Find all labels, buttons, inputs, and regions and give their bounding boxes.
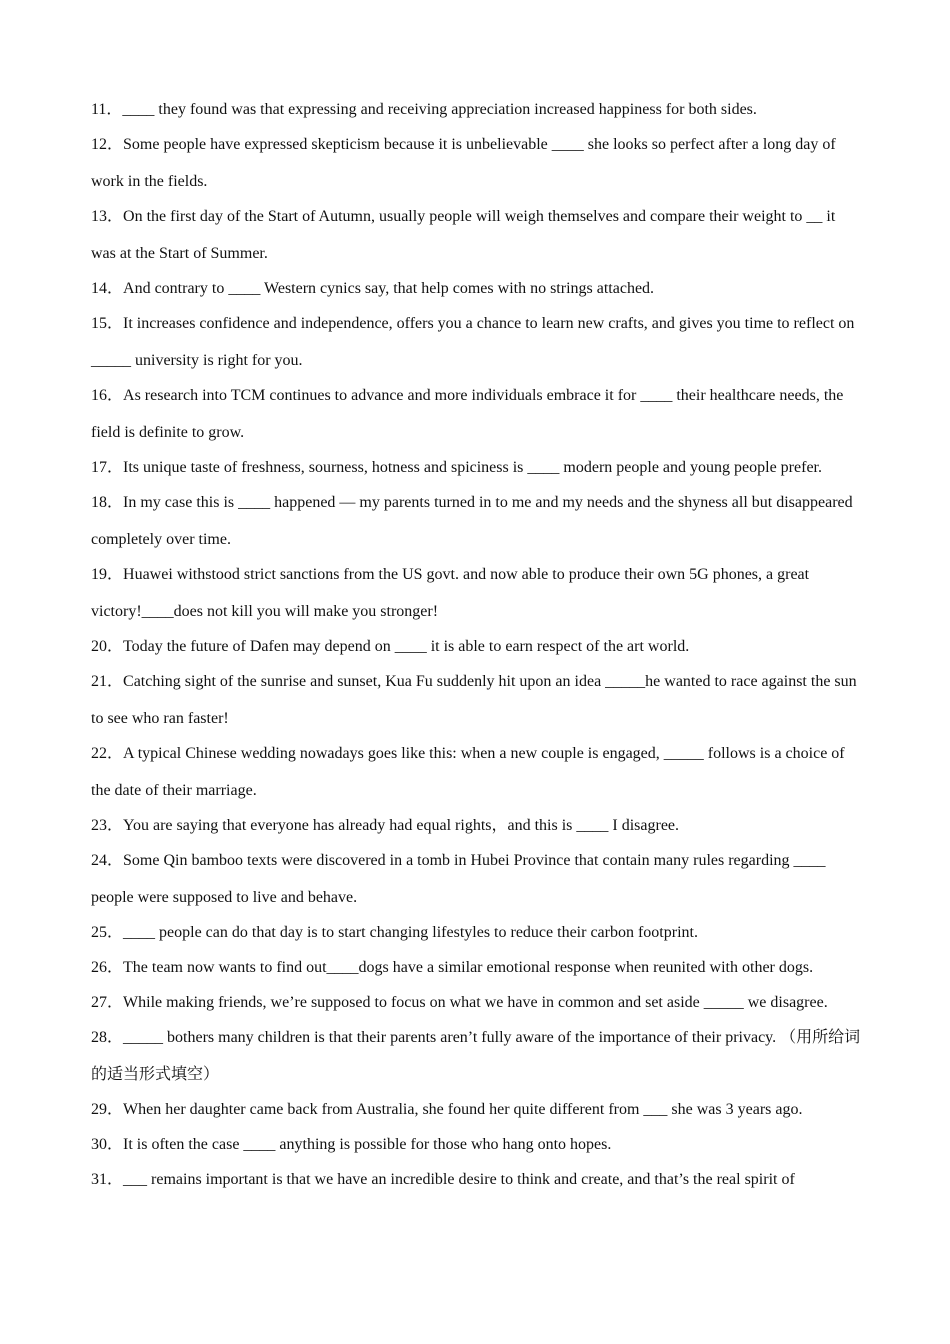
question-item [91, 270, 861, 307]
question-item [91, 735, 861, 809]
question-item [91, 556, 861, 630]
question-number: 21． [91, 673, 124, 690]
question-text: While making friends, we’re supposed to focus on what we have in common and set aside _____ we disagree. [123, 994, 828, 1011]
question-item [91, 305, 861, 379]
question-text: On the first day of the Start of Autumn, usually people will weigh themselves and compare their weight to __ it was at the Start of Summer. [91, 208, 836, 262]
question-number: 22． [91, 745, 124, 762]
question-text: As research into TCM continues to advance and more individuals embrace it for ____ their healthcare needs, the field is definite to grow. [91, 387, 844, 441]
question-item [91, 449, 861, 486]
question-item [91, 949, 861, 986]
question-text: ____ they found was that expressing and receiving appreciation increased happiness for both sides. [122, 101, 757, 118]
question-text: Huawei withstood strict sanctions from the US govt. and now able to produce their own 5G phones, a great victory!____does not kill you will make you stronger! [91, 566, 810, 620]
question-number: 29． [91, 1101, 124, 1118]
question-number: 28． [91, 1029, 124, 1046]
question-text: It increases confidence and independence, offers you a chance to learn new crafts, and gives you time to reflect on _____ university is right for you. [91, 315, 855, 369]
question-item [91, 842, 861, 916]
question-item [91, 914, 861, 951]
question-item [91, 1091, 861, 1128]
question-item [91, 198, 861, 272]
question-item [91, 628, 861, 665]
question-text: Its unique taste of freshness, sourness, hotness and spiciness is ____ modern people and young people prefer. [123, 459, 822, 476]
question-number: 12． [91, 136, 124, 153]
question-text: In my case this is ____ happened — my parents turned in to me and my needs and the shyness all but disappeared completely over time. [91, 494, 853, 548]
question-text: A typical Chinese wedding nowadays goes like this: when a new couple is engaged, _____ follows is a choice of the date of their marriage. [91, 745, 845, 799]
question-text: Catching sight of the sunrise and sunset, Kua Fu suddenly hit upon an idea _____he wanted to race against the sun to see who ran faster! [91, 673, 857, 727]
question-item [91, 984, 861, 1021]
question-text: ____ people can do that day is to start changing lifestyles to reduce their carbon footprint. [123, 924, 698, 941]
question-text: When her daughter came back from Australia, she found her quite different from ___ she was 3 years ago. [123, 1101, 803, 1118]
question-item [91, 807, 861, 844]
question-item [91, 1161, 861, 1198]
question-number: 25． [91, 924, 124, 941]
question-item [91, 484, 861, 558]
question-list [91, 91, 861, 1196]
question-number: 27． [91, 994, 124, 1011]
question-number: 14． [91, 280, 124, 297]
question-number: 31． [91, 1171, 124, 1188]
question-text: _____ bothers many children is that their parents aren’t fully aware of the importance of their privacy. （用所给词的适当形式填空） [91, 1029, 861, 1083]
question-text: Some Qin bamboo texts were discovered in a tomb in Hubei Province that contain many rules regarding ____ people were supposed to live and behave. [91, 852, 826, 906]
question-number: 20． [91, 638, 124, 655]
question-number: 18． [91, 494, 124, 511]
question-number: 23． [91, 817, 124, 834]
question-number: 17． [91, 459, 124, 476]
question-item [91, 126, 861, 200]
question-item [91, 377, 861, 451]
question-item [91, 1019, 861, 1093]
question-text: The team now wants to find out____dogs have a similar emotional response when reunited with other dogs. [123, 959, 814, 976]
question-number: 24． [91, 852, 124, 869]
question-item [91, 91, 861, 128]
question-text: Today the future of Dafen may depend on ____ it is able to earn respect of the art world. [123, 638, 690, 655]
question-item [91, 1126, 861, 1163]
question-number: 30． [91, 1136, 124, 1153]
question-text: And contrary to ____ Western cynics say, that help comes with no strings attached. [123, 280, 655, 297]
question-number: 19． [91, 566, 124, 583]
question-item [91, 663, 861, 737]
question-text: You are saying that everyone has already had equal rights，and this is ____ I disagree. [123, 817, 680, 834]
question-number: 26． [91, 959, 124, 976]
question-number: 15． [91, 315, 124, 332]
question-text: It is often the case ____ anything is possible for those who hang onto hopes. [123, 1136, 612, 1153]
question-text: Some people have expressed skepticism because it is unbelievable ____ she looks so perfect after a long day of work in the fields. [91, 136, 836, 190]
question-number: 16． [91, 387, 124, 404]
question-number: 13． [91, 208, 124, 225]
question-number: 11． [91, 101, 123, 118]
question-text: ___ remains important is that we have an incredible desire to think and create, and that’s the real spirit of [123, 1171, 795, 1188]
